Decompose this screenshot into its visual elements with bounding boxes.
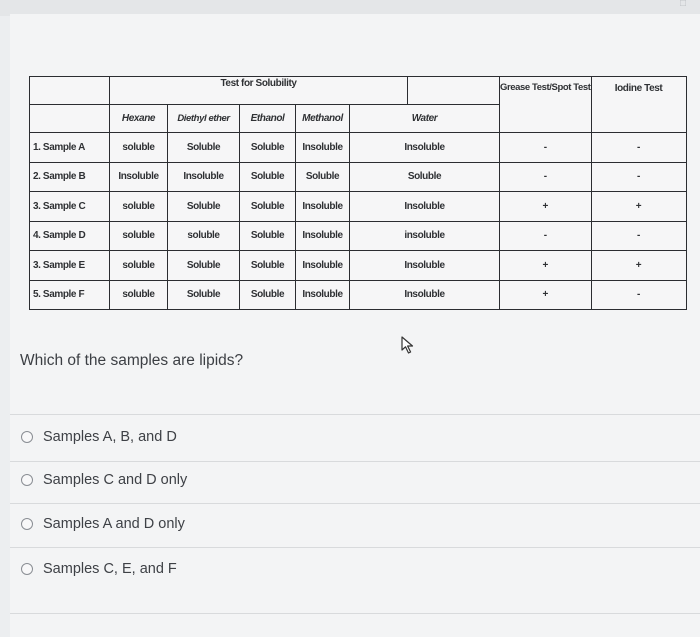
table-cell: Insoluble (296, 192, 350, 222)
table-cell: Soluble (168, 133, 240, 163)
row-label: 3. Sample C (30, 192, 110, 222)
window-control-icon[interactable]: □ (679, 0, 687, 9)
column-header-water: Water (350, 105, 500, 133)
corner-cell-2 (30, 105, 110, 133)
iodine-result: + (591, 251, 686, 281)
grease-result: + (500, 251, 592, 281)
divider (10, 613, 700, 614)
column-header-hexane: Hexane (110, 105, 168, 133)
table-row (30, 221, 687, 251)
solubility-table (29, 76, 687, 310)
table-row (30, 192, 687, 222)
table-cell: Insoluble (296, 133, 350, 163)
grease-result: - (500, 221, 592, 251)
divider (10, 503, 700, 504)
answer-option-label: Samples C, E, and F (43, 561, 177, 577)
divider (10, 461, 700, 462)
table-cell: soluble (110, 192, 168, 222)
grease-result: - (500, 162, 592, 192)
iodine-result: - (591, 133, 686, 163)
table-cell: soluble (110, 221, 168, 251)
grease-test-header: Grease Test/Spot Test (500, 77, 592, 133)
table-cell: soluble (110, 133, 168, 163)
table-cell: Soluble (296, 162, 350, 192)
row-label: 4. Sample D (30, 221, 110, 251)
divider (10, 547, 700, 548)
radio-button-icon[interactable] (21, 563, 33, 575)
table-cell: Insoluble (296, 221, 350, 251)
table-cell: Insoluble (296, 280, 350, 310)
table-cell: Soluble (168, 251, 240, 281)
grease-result: - (500, 133, 592, 163)
row-label: 5. Sample F (30, 280, 110, 310)
mouse-pointer-icon (401, 336, 415, 354)
table-cell: Insoluble (350, 280, 500, 310)
table-cell: Insoluble (296, 251, 350, 281)
table-cell: Insoluble (350, 192, 500, 222)
table-cell: Soluble (240, 192, 296, 222)
table-cell: Soluble (350, 162, 500, 192)
table-cell: soluble (168, 221, 240, 251)
answer-option-4[interactable] (21, 561, 177, 577)
table-cell: Soluble (240, 162, 296, 192)
table-cell: Insoluble (350, 133, 500, 163)
grease-result: + (500, 280, 592, 310)
table-row (30, 280, 687, 310)
iodine-test-header: Iodine Test (591, 77, 686, 133)
table-cell: Soluble (168, 280, 240, 310)
grease-result: + (500, 192, 592, 222)
table-cell: Insoluble (110, 162, 168, 192)
table-cell: insoluble (350, 221, 500, 251)
row-label: 3. Sample E (30, 251, 110, 281)
radio-button-icon[interactable] (21, 431, 33, 443)
radio-button-icon[interactable] (21, 518, 33, 530)
table-cell: soluble (110, 251, 168, 281)
divider (10, 414, 700, 415)
table-row (30, 133, 687, 163)
table-cell: Insoluble (168, 162, 240, 192)
row-label: 2. Sample B (30, 162, 110, 192)
table-cell: Insoluble (350, 251, 500, 281)
corner-cell (30, 77, 110, 105)
answer-option-1[interactable] (21, 429, 177, 445)
question-text: Which of the samples are lipids? (20, 352, 244, 369)
iodine-result: - (591, 221, 686, 251)
table-row (30, 162, 687, 192)
radio-button-icon[interactable] (21, 474, 33, 486)
answer-option-label: Samples C and D only (43, 472, 188, 488)
table-cell: Soluble (240, 251, 296, 281)
table-cell: Soluble (168, 192, 240, 222)
answer-option-label: Samples A and D only (43, 516, 185, 532)
answer-option-2[interactable] (21, 472, 187, 488)
iodine-result: - (591, 162, 686, 192)
column-header-diethyl-ether: Diethyl ether (168, 105, 240, 133)
water-header-top (408, 77, 500, 105)
answer-option-3[interactable] (21, 516, 185, 532)
column-header-methanol: Methanol (296, 105, 350, 133)
column-header-ethanol: Ethanol (240, 105, 296, 133)
table-row (30, 251, 687, 281)
iodine-result: + (591, 192, 686, 222)
table-cell: Soluble (240, 133, 296, 163)
table-cell: Soluble (240, 280, 296, 310)
solubility-group-header: Test for Solubility (110, 77, 408, 105)
table-cell: soluble (110, 280, 168, 310)
row-label: 1. Sample A (30, 133, 110, 163)
table-cell: Soluble (240, 221, 296, 251)
answer-option-label: Samples A, B, and D (43, 429, 177, 445)
iodine-result: - (591, 280, 686, 310)
